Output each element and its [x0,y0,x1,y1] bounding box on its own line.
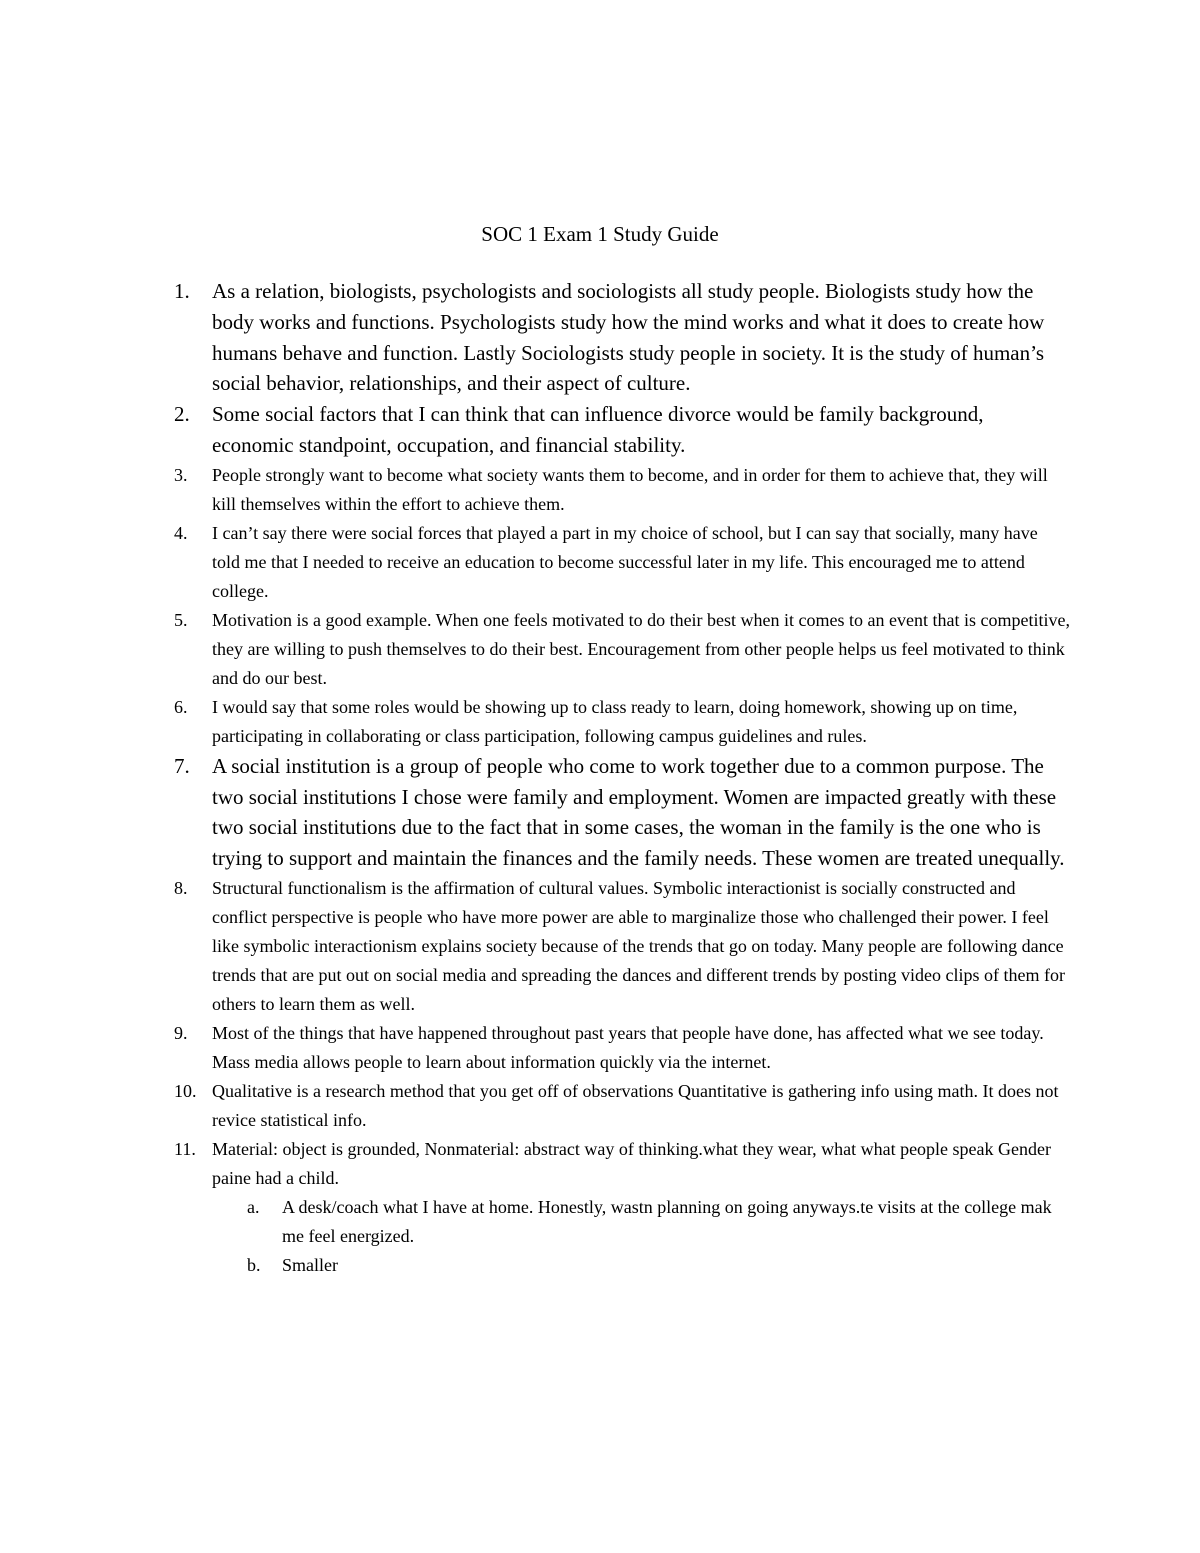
list-item-number: 8. [174,877,188,898]
list-item-number: 7. [174,753,190,778]
list-item-text: I can’t say there were social forces that played a part in my choice of school, but I can say that socially, many have told me that I needed to receive an education to become successful later in my life. This encouraged me to attend college. [212,522,1038,601]
study-guide-list [0,276,1200,1280]
list-item-number: 1. [174,279,190,303]
list-item-text: A social institution is a group of people who come to work together due to a common purpose. The two social institutions I chose were family and employment. Women are impacted greatly with these two social institutions due to the fact that in some cases, the woman in the family is the one who is trying to support and maintain the finances and the family needs. These women are treated unequally. [212,753,1065,871]
list-item-text: Most of the things that have happened throughout past years that people have done, has affected what we see today. Mass media allows people to learn about information quickly via the internet. [212,1022,1044,1072]
sub-list-item-letter: a. [247,1196,260,1217]
list-item [0,751,1200,874]
list-item [0,874,1200,1019]
list-item-number: 9. [174,1022,188,1043]
sub-list-item-text: Smaller [282,1254,338,1275]
list-item [0,461,1200,519]
list-item-text: I would say that some roles would be showing up to class ready to learn, doing homework, showing up on time, participating in collaborating or class participation, following campus guidelines and rules. [212,696,1018,746]
sub-list-item [212,1251,1070,1280]
list-item-text: Motivation is a good example. When one feels motivated to do their best when it comes to an event that is competitive, they are willing to push themselves to do their best. Encouragement from other people helps us feel motivated to think and do our best. [212,609,1070,688]
document-title: SOC 1 Exam 1 Study Guide [481,222,719,246]
list-item-text: Structural functionalism is the affirmation of cultural values. Symbolic interactionist is socially constructed and conflict perspective is people who have more power are able to marginalize those who challenged their power. I feel like symbolic interactionism explains society because of the trends that go on today. Many people are following dance trends that are put out on social media and spreading the dances and different trends by posting video clips of them for others to learn them as well. [212,877,1065,1014]
list-item [0,519,1200,606]
list-item-text: Qualitative is a research method that you get off of observations Quantitative is gathering info using math. It does not revice statistical info. [212,1080,1059,1130]
sub-list-item [212,1193,1070,1251]
list-item-number: 10. [174,1080,197,1101]
list-item-text: People strongly want to become what society wants them to become, and in order for them to achieve that, they will kill themselves within the effort to achieve them. [212,464,1048,514]
list-item [0,399,1200,461]
list-item [0,1135,1200,1280]
list-item [0,1077,1200,1135]
list-item-text: Some social factors that I can think that can influence divorce would be family background, economic standpoint, occupation, and financial stability. [212,402,984,457]
list-item [0,606,1200,693]
sub-list-item-letter: b. [247,1254,261,1275]
list-item-number: 11. [174,1138,196,1159]
list-item [0,276,1200,399]
list-item-number: 2. [174,402,190,427]
sub-list [212,1193,1070,1280]
list-item-number: 6. [174,696,188,717]
list-item-number: 3. [174,464,188,485]
list-item-number: 4. [174,522,188,543]
list-item [0,693,1200,751]
sub-list-item-text: A desk/coach what I have at home. Honestly, wastn planning on going anyways.te visits at the college mak me feel energized. [282,1196,1052,1246]
list-item-number: 5. [174,609,188,630]
list-item-text: Material: object is grounded, Nonmaterial: abstract way of thinking.what they wear, what what people speak Gender paine had a child. [212,1138,1052,1188]
list-item [0,1019,1200,1077]
list-item-text: As a relation, biologists, psychologists and sociologists all study people. Biologists study how the body works and functions. Psychologists study how the mind works and what it does to create how humans behave and function. Lastly Sociologists study people in society. It is the study of human’s social behavior, relationships, and their aspect of culture. [212,279,1045,396]
